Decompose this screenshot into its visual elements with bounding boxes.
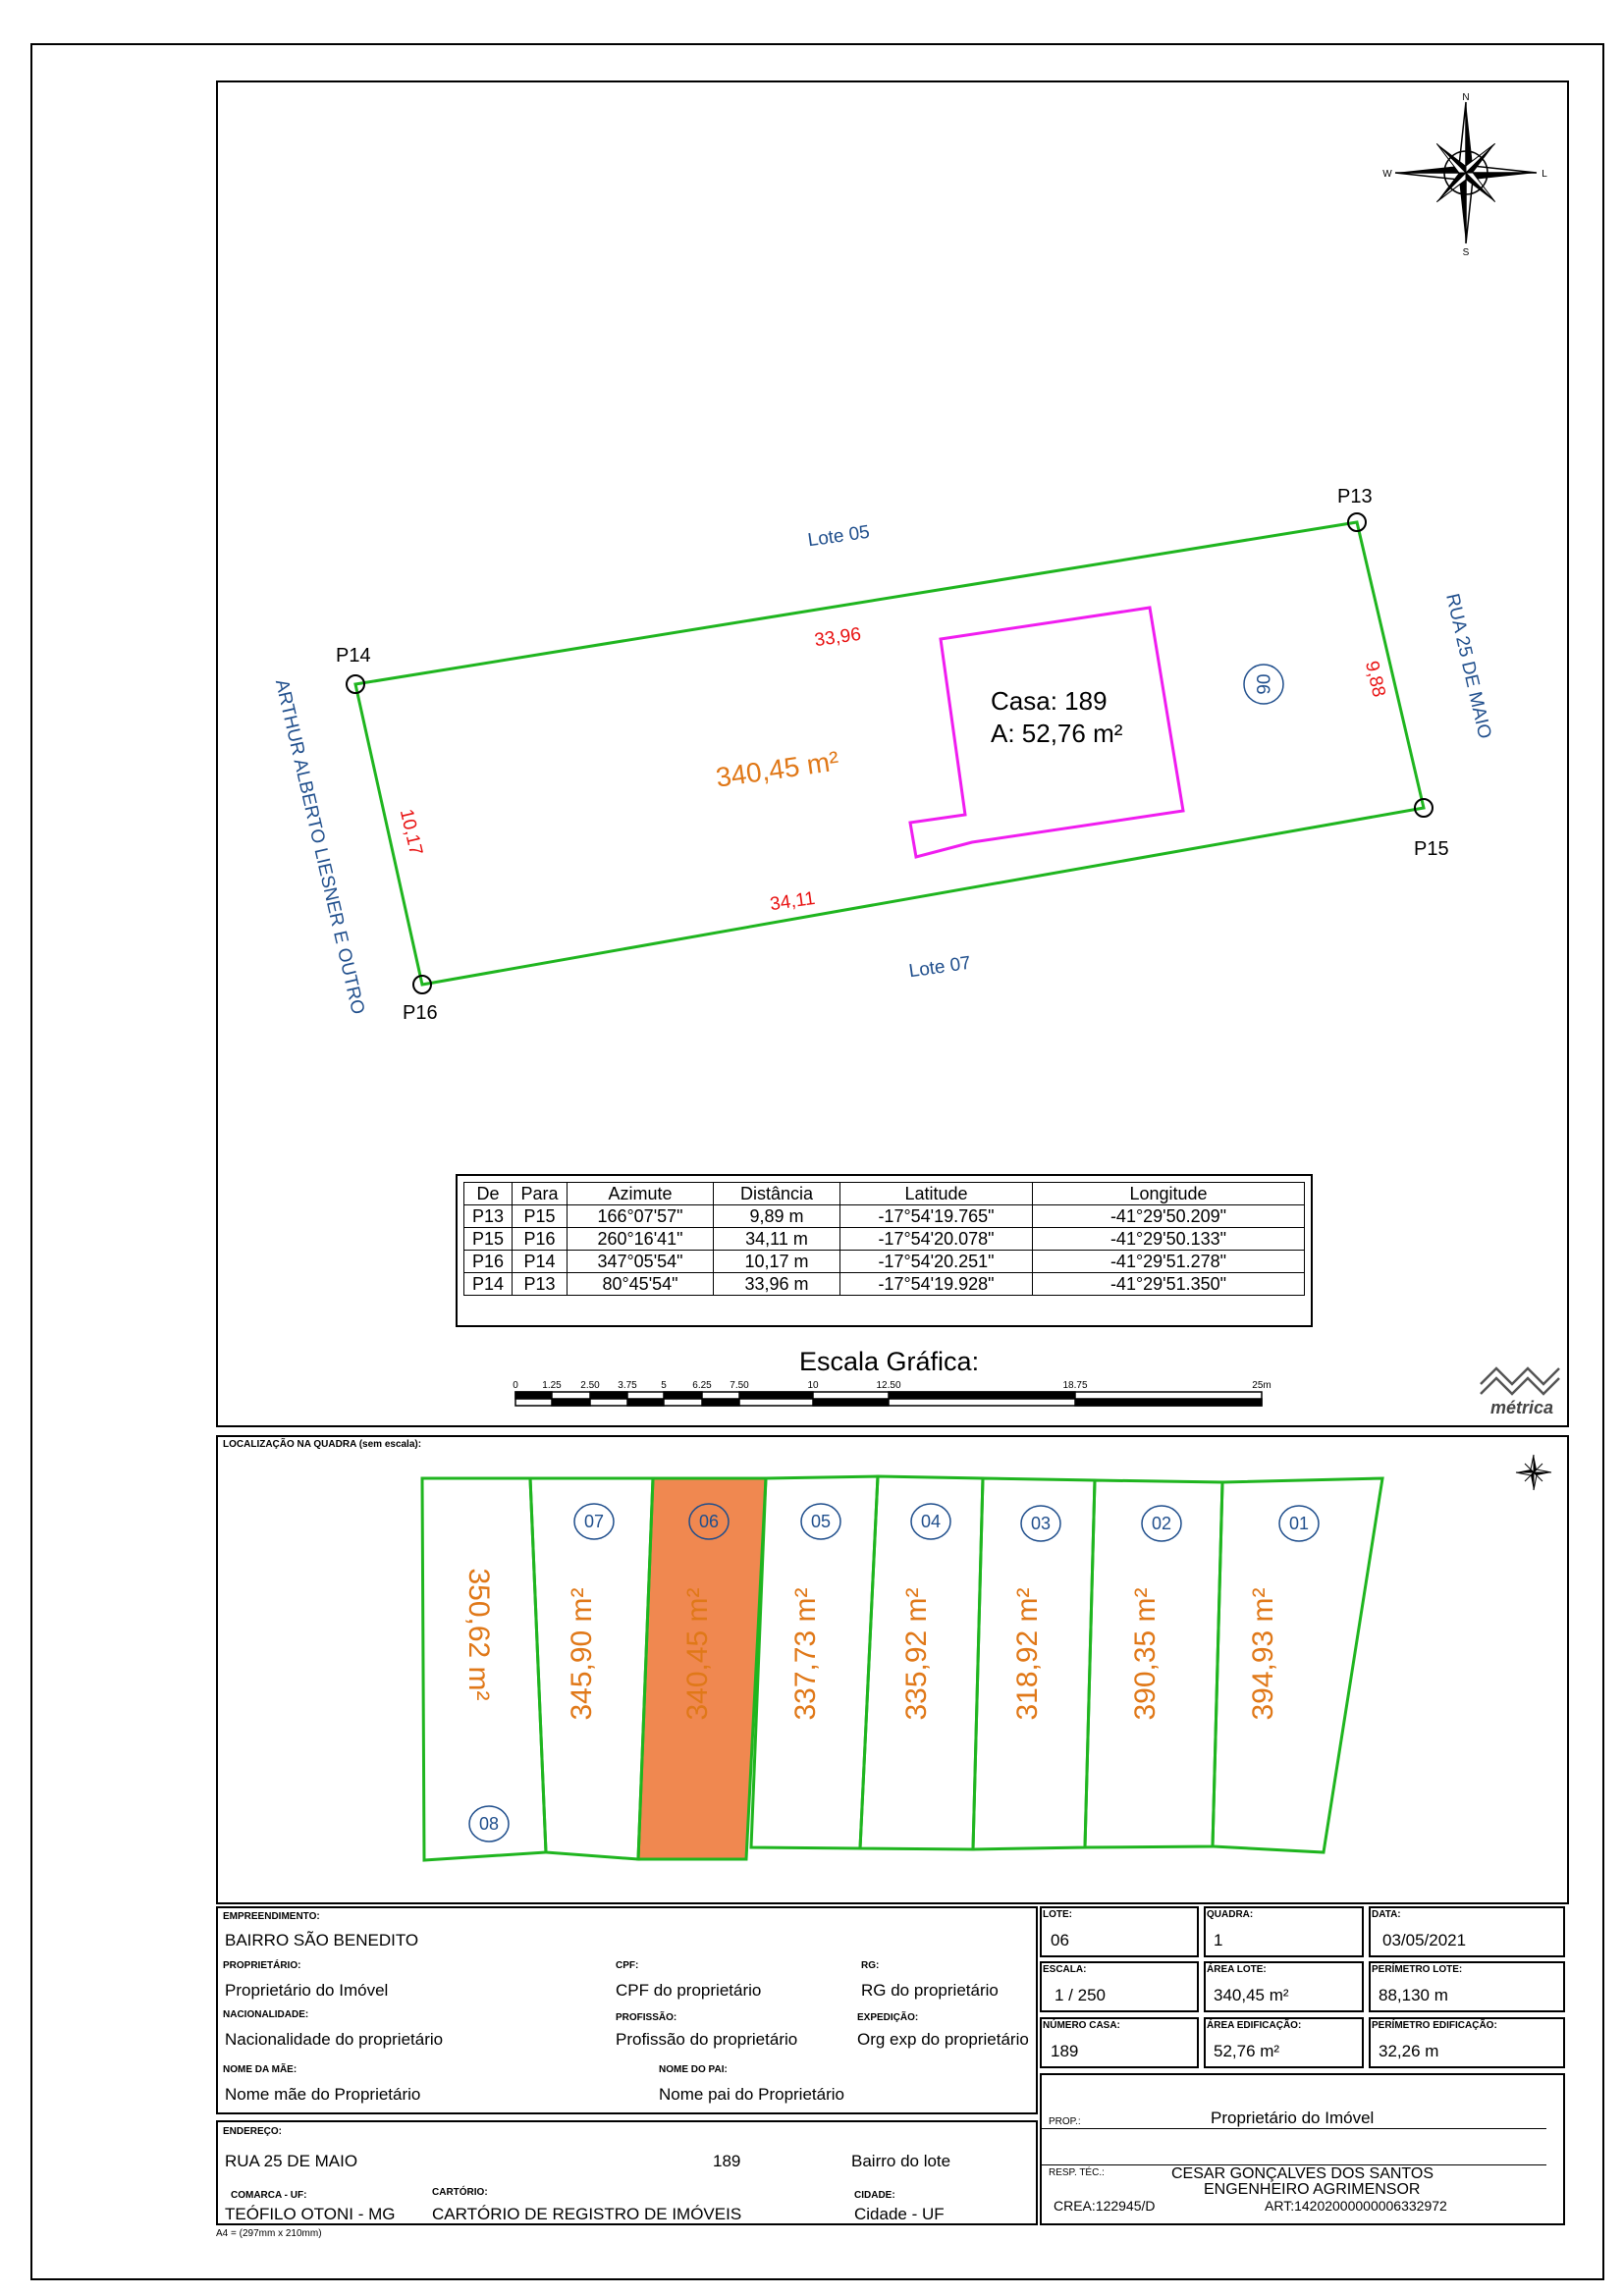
profissao-value: Profissão do proprietário: [616, 2030, 798, 2049]
table-row: [464, 1251, 1305, 1273]
lot-area-04: 335,92 m²: [900, 1587, 933, 1721]
cell: P13: [513, 1273, 568, 1296]
small-compass-icon: [1516, 1455, 1551, 1490]
svg-text:06: 06: [1252, 673, 1272, 695]
area-lote-value: 340,45 m²: [1214, 1986, 1289, 2004]
scale-tick-7: 10: [807, 1380, 819, 1391]
paper-size: A4 = (297mm x 210mm): [216, 2228, 322, 2239]
label-p15: P15: [1414, 838, 1449, 860]
cell: -41°29'51.350": [1033, 1273, 1305, 1296]
comarca-label: COMARCA - UF:: [231, 2190, 307, 2201]
quadra-value: 1: [1214, 1931, 1223, 1949]
bairro-value: Bairro do lote: [851, 2152, 951, 2170]
perimetro-lote-value: 88,130 m: [1379, 1986, 1448, 2004]
label-p13: P13: [1337, 486, 1373, 507]
th-azimute: Azimute: [568, 1183, 714, 1205]
cell: P14: [464, 1273, 513, 1296]
cell: -17°54'20.078": [840, 1228, 1033, 1251]
numero-value: 189: [713, 2152, 741, 2170]
cell: -41°29'50.133": [1033, 1228, 1305, 1251]
cell: P15: [464, 1228, 513, 1251]
cell: P16: [464, 1251, 513, 1273]
cell: 9,89 m: [714, 1205, 840, 1228]
street-right: RUA 25 DE MAIO: [1441, 591, 1495, 741]
cidade-value: Cidade - UF: [854, 2205, 945, 2223]
lot-number-badge: [1244, 665, 1283, 704]
nacionalidade-label: NACIONALIDADE:: [223, 2009, 309, 2020]
lot-area-08: 350,62 m²: [462, 1568, 495, 1701]
scale-tick-10: 25m: [1252, 1380, 1271, 1391]
compass-e: L: [1542, 169, 1547, 180]
coordinates-table-wrap: [456, 1174, 1313, 1327]
lot-01-outline: [1213, 1478, 1382, 1852]
resp-name: CESAR GONÇALVES DOS SANTOS: [1171, 2165, 1434, 2182]
svg-text:07: 07: [583, 1512, 605, 1531]
compass-w: W: [1382, 169, 1392, 180]
th-latitude: Latitude: [840, 1183, 1033, 1205]
escala-value: 1 / 250: [1055, 1986, 1106, 2004]
pai-label: NOME DO PAI:: [659, 2064, 728, 2075]
endereco-value: RUA 25 DE MAIO: [225, 2152, 358, 2170]
scale-tick-1: 1.25: [542, 1380, 562, 1391]
svg-text:05: 05: [810, 1512, 832, 1531]
th-distancia: Distância: [714, 1183, 840, 1205]
expedicao-value: Org exp do proprietário: [857, 2030, 1029, 2049]
lot-boundary: [355, 522, 1424, 985]
svg-text:03: 03: [1030, 1514, 1052, 1533]
cidade-label: CIDADE:: [854, 2190, 895, 2201]
quadra-label: QUADRA:: [1207, 1909, 1254, 1920]
area-edif-value: 52,76 m²: [1214, 2042, 1280, 2060]
expedicao-label: EXPEDIÇÃO:: [857, 2012, 919, 2023]
escala-label: ESCALA:: [1043, 1964, 1087, 1975]
svg-text:06: 06: [698, 1512, 720, 1531]
lot-badge-05: [801, 1504, 840, 1539]
neighbor-top: Lote 05: [806, 521, 872, 552]
graphic-scale: [506, 1376, 1291, 1415]
cell: 80°45'54": [568, 1273, 714, 1296]
prop-line: [1041, 2128, 1546, 2129]
cell: P16: [513, 1228, 568, 1251]
dim-bottom: 34,11: [768, 887, 817, 916]
svg-text:01: 01: [1288, 1514, 1310, 1533]
svg-text:02: 02: [1151, 1514, 1172, 1533]
cell: -17°54'19.765": [840, 1205, 1033, 1228]
perimetro-edif-label: PERÍMETRO EDIFICAÇÃO:: [1372, 2020, 1497, 2031]
cell: 260°16'41": [568, 1228, 714, 1251]
crea-value: CREA:122945/D: [1054, 2198, 1156, 2214]
lote-value: 06: [1051, 1931, 1069, 1949]
cell: -41°29'50.209": [1033, 1205, 1305, 1228]
lot-badge-08: [469, 1806, 509, 1842]
scale-tick-8: 12.50: [876, 1380, 901, 1391]
scale-tick-6: 7.50: [730, 1380, 749, 1391]
scale-title: Escala Gráfica:: [799, 1347, 980, 1376]
perimetro-lote-label: PERÍMETRO LOTE:: [1372, 1964, 1463, 1975]
comarca-value: TEÓFILO OTONI - MG: [225, 2205, 396, 2223]
compass-n: N: [1462, 92, 1470, 103]
resp-label: RESP. TÉC.:: [1049, 2167, 1105, 2178]
data-value: 03/05/2021: [1382, 1931, 1467, 1949]
prop-label: PROP.:: [1049, 2116, 1081, 2127]
th-longitude: Longitude: [1033, 1183, 1305, 1205]
art-value: ART:14202000000006332972: [1265, 2198, 1447, 2214]
lot-badge-03: [1021, 1506, 1060, 1541]
dim-right: 9,88: [1360, 659, 1389, 700]
mae-value: Nome mãe do Proprietário: [225, 2085, 421, 2104]
empreendimento-label: EMPREENDIMENTO:: [223, 1911, 320, 1922]
house-label-2: A: 52,76 m²: [991, 719, 1123, 748]
cell: P15: [513, 1205, 568, 1228]
house-label-1: Casa: 189: [991, 686, 1108, 716]
lot-badge-02: [1142, 1506, 1181, 1541]
cpf-value: CPF do proprietário: [616, 1981, 762, 2000]
proprietario-label: PROPRIETÁRIO:: [223, 1960, 301, 1971]
rg-label: RG:: [861, 1960, 880, 1971]
area-edif-label: ÁREA EDIFICAÇÃO:: [1207, 2020, 1302, 2031]
cell: 33,96 m: [714, 1273, 840, 1296]
street-left: ARTHUR ALBERTO LIESNER E OUTRO: [270, 677, 368, 1017]
company-logo: [1473, 1353, 1566, 1421]
cell: -17°54'19.928": [840, 1273, 1033, 1296]
prop-value: Proprietário do Imóvel: [1211, 2109, 1375, 2127]
lot-area-05: 337,73 m²: [789, 1587, 822, 1721]
lot-area-02: 390,35 m²: [1129, 1587, 1162, 1721]
lot-badge-04: [911, 1504, 950, 1539]
th-de: De: [464, 1183, 513, 1205]
lot-badge-01: [1279, 1506, 1319, 1541]
nacionalidade-value: Nacionalidade do proprietário: [225, 2030, 444, 2049]
empreendimento-value: BAIRRO SÃO BENEDITO: [225, 1931, 419, 1949]
cell: 347°05'54": [568, 1251, 714, 1273]
lot-badge-07: [574, 1504, 614, 1539]
numero-casa-value: 189: [1051, 2042, 1079, 2060]
scale-tick-4: 5: [661, 1380, 667, 1391]
th-para: Para: [513, 1183, 568, 1205]
lot-area-01: 394,93 m²: [1247, 1587, 1279, 1721]
lot-area: 340,45 m²: [714, 745, 841, 793]
scale-tick-5: 6.25: [692, 1380, 712, 1391]
rg-value: RG do proprietário: [861, 1981, 999, 2000]
cell: 166°07'57": [568, 1205, 714, 1228]
compass-rose-icon: [1382, 92, 1547, 258]
table-row: [464, 1205, 1305, 1228]
dim-top: 33,96: [813, 623, 863, 652]
svg-text:04: 04: [920, 1512, 942, 1531]
pai-value: Nome pai do Proprietário: [659, 2085, 844, 2104]
dim-left: 10,17: [395, 807, 426, 858]
neighbor-bottom: Lote 07: [907, 952, 973, 983]
lot-area-03: 318,92 m²: [1011, 1587, 1044, 1721]
location-map: [216, 1435, 1569, 1904]
proprietario-value: Proprietário do Imóvel: [225, 1981, 389, 2000]
cartorio-value: CARTÓRIO DE REGISTRO DE IMÓVEIS: [432, 2205, 742, 2223]
lote-label: LOTE:: [1043, 1909, 1072, 1920]
numero-casa-label: NÚMERO CASA:: [1043, 2020, 1120, 2031]
cpf-label: CPF:: [616, 1960, 639, 1971]
table-row: [464, 1273, 1305, 1296]
table-header-row: [464, 1183, 1305, 1205]
svg-text:08: 08: [478, 1814, 500, 1834]
lot-area-07: 345,90 m²: [566, 1587, 598, 1721]
scale-tick-0: 0: [513, 1380, 518, 1391]
cell: -41°29'51.278": [1033, 1251, 1305, 1273]
mae-label: NOME DA MÃE:: [223, 2064, 298, 2075]
scale-tick-2: 2.50: [580, 1380, 600, 1391]
data-label: DATA:: [1372, 1909, 1401, 1920]
profissao-label: PROFISSÃO:: [616, 2012, 677, 2023]
lot-area-06: 340,45 m²: [681, 1587, 714, 1721]
resp-title: ENGENHEIRO AGRIMENSOR: [1204, 2181, 1421, 2198]
table-row: [464, 1228, 1305, 1251]
coordinates-table: [463, 1182, 1305, 1296]
endereco-label: ENDEREÇO:: [223, 2126, 283, 2137]
perimetro-edif-value: 32,26 m: [1379, 2042, 1439, 2060]
area-lote-label: ÁREA LOTE:: [1207, 1964, 1267, 1975]
cell: -17°54'20.251": [840, 1251, 1033, 1273]
location-title: LOCALIZAÇÃO NA QUADRA (sem escala):: [223, 1439, 422, 1450]
scale-tick-3: 3.75: [618, 1380, 637, 1391]
compass-s: S: [1462, 247, 1470, 258]
cell: 34,11 m: [714, 1228, 840, 1251]
cartorio-label: CARTÓRIO:: [432, 2187, 488, 2198]
label-p16: P16: [403, 1002, 438, 1024]
cell: P13: [464, 1205, 513, 1228]
cell: P14: [513, 1251, 568, 1273]
scale-tick-9: 18.75: [1062, 1380, 1088, 1391]
label-p14: P14: [336, 645, 371, 667]
logo-text: métrica: [1489, 1398, 1554, 1417]
cell: 10,17 m: [714, 1251, 840, 1273]
